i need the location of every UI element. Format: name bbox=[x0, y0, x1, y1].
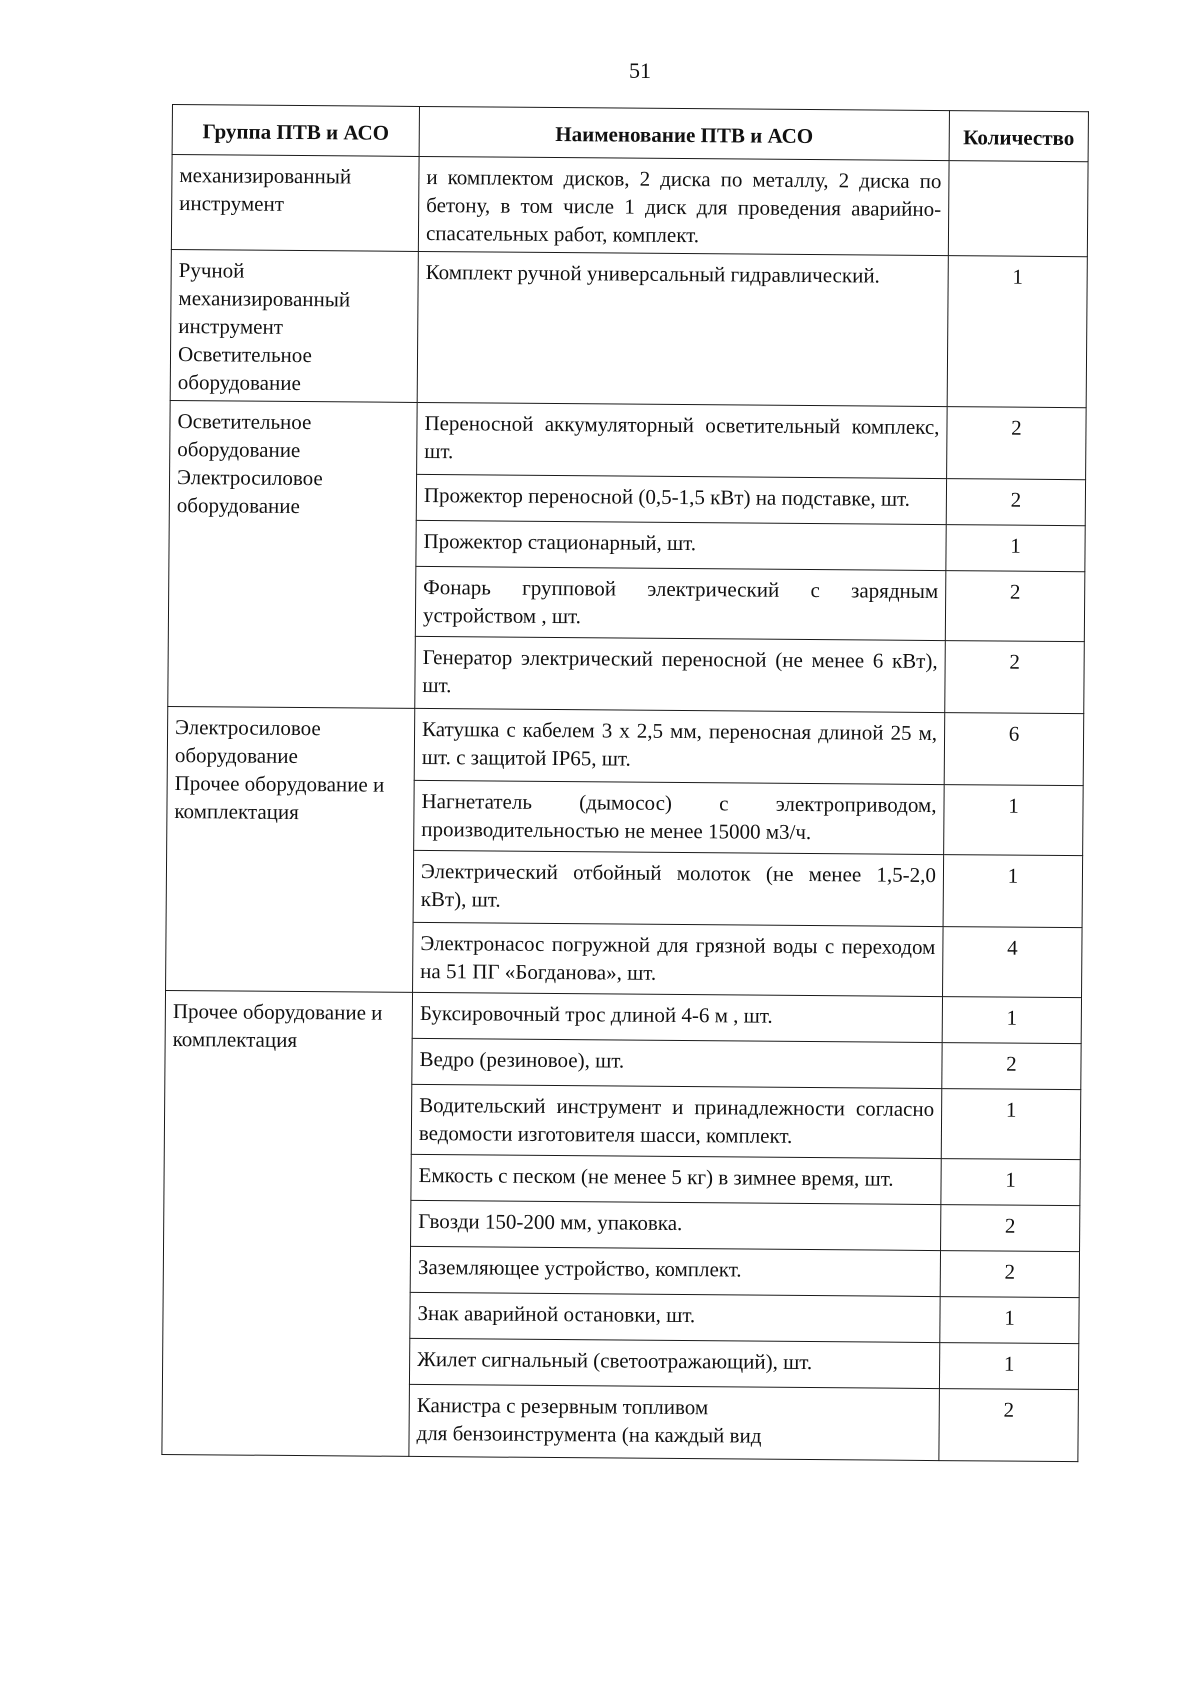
group-cell: Прочее оборудование и комплектация bbox=[162, 990, 413, 1456]
item-quantity-cell: 1 bbox=[944, 785, 1084, 856]
table-row bbox=[165, 990, 1081, 1043]
item-quantity-cell: 1 bbox=[943, 855, 1083, 928]
page-number: 51 bbox=[629, 58, 651, 83]
item-name-cell: Электронасос погружной для грязной воды с переходом на 51 ПГ «Богданова», шт. bbox=[413, 922, 944, 996]
item-name-cell: Прожектор переносной (0,5-1,5 кВт) на подставке, шт. bbox=[416, 474, 946, 524]
item-quantity-cell: 6 bbox=[944, 713, 1084, 786]
item-quantity-cell: 1 bbox=[939, 1343, 1078, 1390]
item-name-cell: Электрический отбойный молоток (не менее 1,5-2,0 кВт), шт. bbox=[413, 850, 944, 926]
item-quantity-cell: 1 bbox=[941, 1089, 1081, 1160]
item-name-cell: Буксировочный трос длиной 4-6 м , шт. bbox=[412, 992, 942, 1042]
item-name-cell: Емкость с песком (не менее 5 кг) в зимнее время, шт. bbox=[411, 1154, 941, 1204]
table-body bbox=[162, 155, 1088, 1462]
item-quantity-cell: 2 bbox=[940, 1251, 1079, 1298]
header-quantity: Количество bbox=[949, 111, 1088, 162]
item-quantity-cell: 2 bbox=[941, 1205, 1080, 1252]
item-name-cell: Водительский инструмент и принадлежности согласно ведомости изготовителя шасси, комплект. bbox=[411, 1084, 942, 1158]
item-quantity-cell: 4 bbox=[943, 927, 1083, 998]
item-quantity-cell: 2 bbox=[945, 571, 1085, 642]
group-cell: Электросиловое оборудование Прочее оборудование и комплектация bbox=[166, 706, 415, 992]
item-name-cell: Переносной аккумуляторный осветительный комплекс, шт. bbox=[417, 402, 948, 478]
item-name-cell: Канистра с резервным топливом для бензоинструмента (на каждый вид bbox=[409, 1384, 940, 1460]
item-name-cell: Заземляющее устройство, комплект. bbox=[410, 1246, 940, 1296]
item-name-cell: Ведро (резиновое), шт. bbox=[412, 1038, 942, 1088]
item-name-cell: Комплект ручной универсальный гидравлический. bbox=[417, 251, 948, 406]
item-name-cell: Жилет сигнальный (светоотражающий), шт. bbox=[409, 1338, 939, 1388]
table-header-row bbox=[172, 105, 1088, 162]
table-row bbox=[170, 400, 1087, 479]
item-quantity-cell: 2 bbox=[945, 641, 1085, 714]
item-quantity-cell: 2 bbox=[939, 1389, 1079, 1462]
item-quantity-cell: 1 bbox=[946, 525, 1085, 572]
item-name-cell: Прожектор стационарный, шт. bbox=[416, 520, 946, 570]
equipment-table bbox=[161, 104, 1089, 1462]
group-cell: Осветительное оборудование Электросиловое оборудование bbox=[168, 400, 417, 708]
table-row bbox=[171, 155, 1088, 257]
item-quantity-cell bbox=[948, 161, 1088, 257]
group-cell: механизированный инструмент bbox=[171, 155, 419, 252]
item-name-cell: и комплектом дисков, 2 диска по металлу, 2 диска по бетону, в том числе 1 диск для проведения аварийно-спасательных работ, комплект. bbox=[418, 156, 949, 255]
item-quantity-cell: 2 bbox=[946, 479, 1085, 526]
group-cell: Ручной механизированный инструмент Осветительное оборудование bbox=[170, 249, 418, 402]
item-name-cell: Фонарь групповой электрический с зарядным устройством , шт. bbox=[415, 566, 946, 640]
item-name-cell: Генератор электрический переносной (не менее 6 кВт), шт. bbox=[415, 636, 946, 712]
item-name-cell: Гвозди 150-200 мм, упаковка. bbox=[411, 1200, 941, 1250]
header-group: Группа ПТВ и АСО bbox=[172, 105, 419, 157]
header-name: Наименование ПТВ и АСО bbox=[419, 106, 949, 160]
item-quantity-cell: 2 bbox=[947, 407, 1087, 480]
item-name-cell: Нагнетатель (дымосос) с электроприводом, производительностью не менее 15000 м3/ч. bbox=[414, 780, 945, 854]
table-row bbox=[167, 706, 1084, 785]
item-quantity-cell: 1 bbox=[942, 997, 1081, 1044]
item-name-cell: Катушка с кабелем 3 х 2,5 мм, переносная длиной 25 м, шт. с защитой IP65, шт. bbox=[414, 708, 945, 784]
item-quantity-cell: 1 bbox=[940, 1297, 1079, 1344]
table-row bbox=[170, 249, 1087, 407]
item-quantity-cell: 1 bbox=[947, 256, 1087, 408]
item-quantity-cell: 1 bbox=[941, 1159, 1080, 1206]
item-name-cell: Знак аварийной остановки, шт. bbox=[410, 1292, 940, 1342]
item-quantity-cell: 2 bbox=[942, 1043, 1081, 1090]
